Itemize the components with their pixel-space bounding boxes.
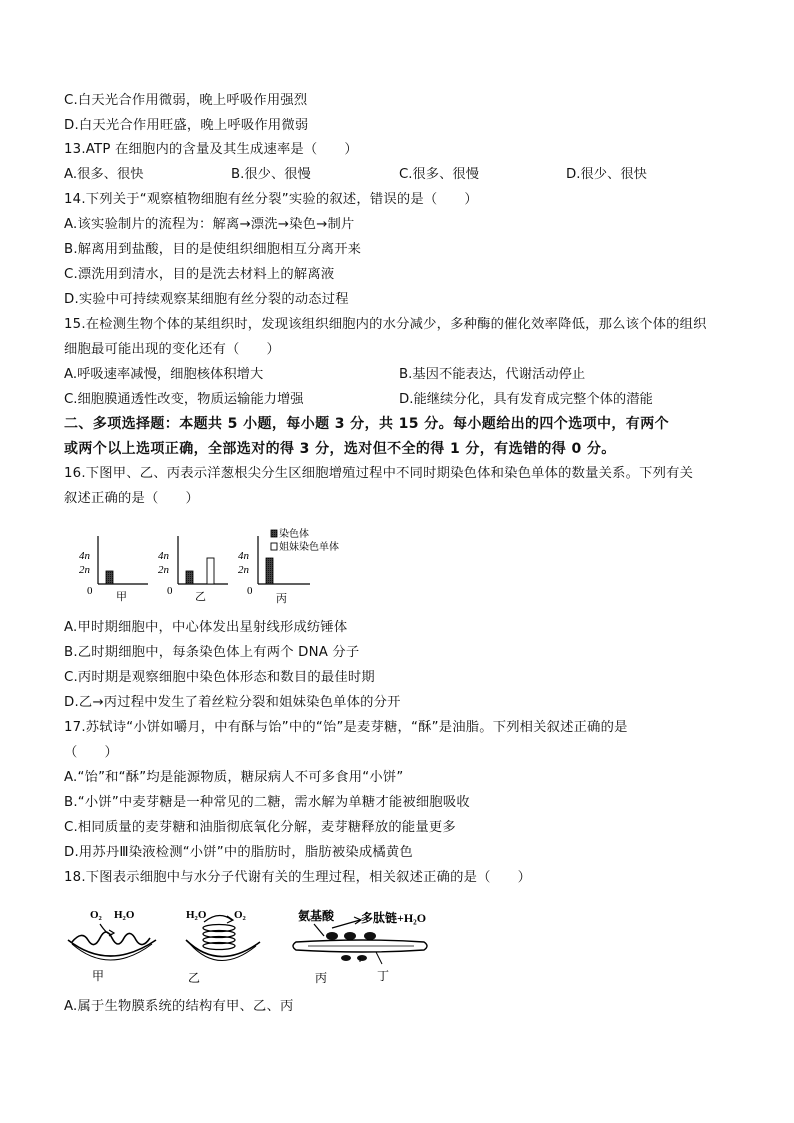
y-tick-2n: 2n [158, 564, 169, 576]
q13-option-b: B.很少、很慢 [231, 167, 311, 182]
yi-o2-label: O₂ [234, 909, 246, 921]
q15-option-a: A.呼吸速率减慢，细胞核体积增大 [64, 367, 264, 382]
q16-stem-line2: 叙述正确的是（ ） [64, 491, 199, 506]
q14-option-d: D.实验中可持续观察某细胞有丝分裂的动态过程 [64, 292, 349, 307]
y-tick-4n: 4n [158, 550, 169, 562]
jia-o2-label: O₂ [90, 909, 102, 921]
bar-yi-chromosome [186, 571, 193, 584]
q13-stem: 13.ATP 在细胞内的含量及其生成速率是（ ） [64, 142, 358, 157]
diagram-bing-ding [293, 908, 427, 985]
q15-option-d: D.能继续分化，具有发育成完整个体的潜能 [399, 392, 653, 407]
q13-option-d: D.很少、很快 [566, 167, 647, 182]
section2-heading-line2: 或两个以上选项正确，全部选对的得 3 分，选对但不全的得 1 分，有选错的得 0 分。 [64, 441, 616, 457]
q14-stem: 14.下列关于“观察植物细胞有丝分裂”实验的叙述，错误的是（ ） [64, 192, 478, 207]
diagram-yi [186, 909, 260, 985]
q15-option-c: C.细胞膜通透性改变，物质运输能力增强 [64, 392, 304, 407]
peptide-label: 多肽链+H₂O [361, 911, 427, 925]
chart-label-jia: 甲 [116, 591, 127, 603]
chart-yi [158, 536, 228, 603]
bar-jia-chromosome [106, 571, 113, 584]
q12-option-c: C.白天光合作用微弱，晚上呼吸作用强烈 [64, 93, 308, 108]
y-tick-4n: 4n [79, 550, 90, 562]
legend-swatch-chromatid [271, 543, 277, 550]
origin-label: 0 [167, 585, 173, 597]
q16-figure-bar-charts [78, 528, 398, 608]
y-tick-4n: 4n [238, 550, 249, 562]
bar-bing-chromosome [266, 558, 273, 584]
q17-stem-line2: （ ） [64, 745, 118, 760]
q12-option-d: D.白天光合作用旺盛，晚上呼吸作用微弱 [64, 118, 309, 133]
chart-jia [79, 536, 148, 603]
q15-stem-line2: 细胞最可能出现的变化还有（ ） [64, 342, 280, 357]
q16-stem-line1: 16.下图甲、乙、丙表示洋葱根尖分生区细胞增殖过程中不同时期染色体和染色单体的数量关系。下列有关 [64, 466, 694, 481]
chart-label-bing: 丙 [276, 593, 287, 605]
yi-label: 乙 [188, 971, 201, 985]
q18-stem: 18.下图表示细胞中与水分子代谢有关的生理过程，相关叙述正确的是（ ） [64, 870, 532, 885]
q15-option-b: B.基因不能表达，代谢活动停止 [399, 367, 586, 382]
legend-chromatid: 姐妹染色单体 [279, 542, 339, 553]
q17-option-d: D.用苏丹Ⅲ染液检测“小饼”中的脂肪时，脂肪被染成橘黄色 [64, 845, 413, 860]
q14-option-c: C.漂洗用到清水，目的是洗去材料上的解离液 [64, 267, 335, 282]
q16-option-a: A.甲时期细胞中，中心体发出星射线形成纺锤体 [64, 620, 348, 635]
q13-option-c: C.很多、很慢 [399, 167, 479, 182]
yi-h2o-label: H₂O [186, 909, 207, 921]
q13-option-a: A.很多、很快 [64, 167, 144, 182]
q16-option-d: D.乙→丙过程中发生了着丝粒分裂和姐妹染色单体的分开 [64, 695, 401, 710]
legend-chromosome: 染色体 [279, 529, 309, 540]
ding-label: 丁 [377, 969, 390, 983]
q17-stem-line1: 17.苏轼诗“小饼如嚼月，中有酥与饴”中的“饴”是麦芽糖，“酥”是油脂。下列相关叙述正确的是 [64, 720, 628, 735]
legend-swatch-chromosome [271, 530, 277, 537]
q17-option-c: C.相同质量的麦芽糖和油脂彻底氧化分解，麦芽糖释放的能量更多 [64, 820, 456, 835]
q17-option-b: B.“小饼”中麦芽糖是一种常见的二糖，需水解为单糖才能被细胞吸收 [64, 795, 470, 810]
diagram-jia [68, 909, 156, 983]
chart-label-yi: 乙 [195, 591, 206, 603]
q16-option-b: B.乙时期细胞中，每条染色体上有两个 DNA 分子 [64, 645, 360, 660]
amino-acid-label: 氨基酸 [298, 909, 335, 923]
bar-yi-chromatid [207, 558, 214, 584]
q18-option-a: A.属于生物膜系统的结构有甲、乙、丙 [64, 999, 294, 1014]
q14-option-a: A.该实验制片的流程为：解离→漂洗→染色→制片 [64, 217, 355, 232]
jia-h2o-label: H₂O [114, 909, 135, 921]
chart-legend [271, 528, 339, 553]
q15-stem-line1: 15.在检测生物个体的某组织时，发现该组织细胞内的水分减少，多种酶的催化效率降低，那么该个体的组织 [64, 317, 707, 332]
bing-label: 丙 [315, 971, 328, 985]
origin-label: 0 [247, 585, 253, 597]
jia-label: 甲 [92, 969, 105, 983]
y-tick-2n: 2n [238, 564, 249, 576]
section2-heading-line1: 二、多项选择题：本题共 5 小题，每小题 3 分，共 15 分。每小题给出的四个选项中，有两个 [64, 416, 670, 432]
y-tick-2n: 2n [79, 564, 90, 576]
q16-option-c: C.丙时期是观察细胞中染色体形态和数目的最佳时期 [64, 670, 375, 685]
q18-figure-membrane-diagrams [64, 900, 454, 988]
q17-option-a: A.“饴”和“酥”均是能源物质，糖尿病人不可多食用“小饼” [64, 770, 404, 785]
origin-label: 0 [87, 585, 93, 597]
q14-option-b: B.解离用到盐酸，目的是使组织细胞相互分离开来 [64, 242, 362, 257]
